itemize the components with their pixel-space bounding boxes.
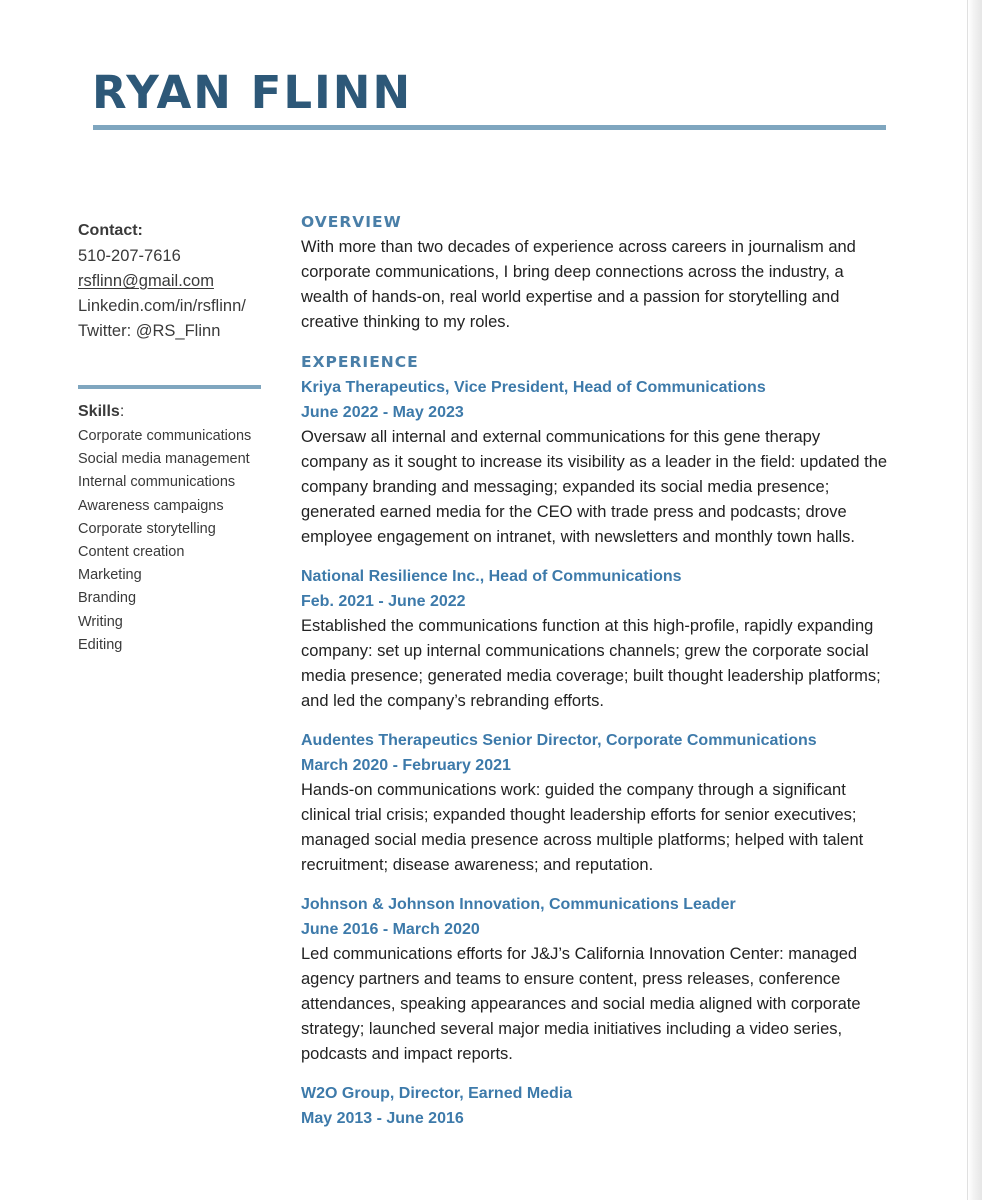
contact-linkedin: Linkedin.com/in/rsflinn/: [78, 297, 246, 315]
job-title: W2O Group, Director, Earned Media: [301, 1085, 573, 1102]
page-edge: [967, 0, 982, 1200]
skill-item: Internal communications: [78, 474, 236, 491]
job-description: Hands-on communications work: guided the company through a significant clinical trial crisis; expanded thought leadership efforts for senior executives; managed social media presence across multiple platforms; helped with talent recruitment; disease awareness; and reputation.: [301, 781, 864, 874]
job-description: Oversaw all internal and external communications for this gene therapy company as it sought to increase its visibility as a leader in the field: updated the company branding and messaging; expanded its social media presence; generated earned media for the CEO with trade press and podcasts; drove employee engagement on intranet, with newsletters and monthly town halls.: [301, 428, 888, 546]
job-title: Kriya Therapeutics, Vice President, Head of Communications: [301, 379, 766, 396]
job-entry: [301, 892, 891, 1067]
main-content: [301, 210, 891, 1131]
job-entry: [301, 375, 891, 550]
title-divider: [93, 125, 886, 130]
skill-item: Editing: [78, 636, 123, 653]
sidebar-divider: [78, 385, 261, 389]
contact-phone: 510-207-7616: [78, 247, 181, 265]
resume-name: RYAN FLINN: [92, 66, 413, 119]
job-entry: [301, 728, 891, 878]
job-title: Audentes Therapeutics Senior Director, Corporate Communications: [301, 732, 817, 749]
skills-label-colon: :: [119, 403, 125, 420]
skills-label: [78, 401, 278, 423]
job-description: Established the communications function at this high-profile, rapidly expanding company: set up internal communications channels; grew the corporate social media presence; generated media coverage; built thought leadership platforms; and led the company’s rebranding efforts.: [301, 617, 881, 710]
job-dates: Feb. 2021 - June 2022: [301, 593, 466, 610]
experience-heading: EXPERIENCE: [301, 353, 419, 371]
contact-email-link[interactable]: rsflinn@gmail.com: [78, 272, 214, 290]
contact-twitter: Twitter: @RS_Flinn: [78, 322, 221, 340]
job-dates: June 2016 - March 2020: [301, 921, 480, 938]
job-entry: [301, 564, 891, 714]
skill-item: Marketing: [78, 567, 142, 584]
job-dates: March 2020 - February 2021: [301, 757, 511, 774]
skill-item: Branding: [78, 590, 137, 607]
contact-label: Contact:: [78, 222, 143, 239]
skill-item: Awareness campaigns: [78, 497, 224, 514]
overview-text: With more than two decades of experience across careers in journalism and corporate communications, I bring deep connections across the industry, a wealth of hands-on, real world expertise and a passion for storytelling and creative thinking to my roles.: [301, 238, 856, 331]
skill-item: Writing: [78, 613, 123, 630]
skills-list: [78, 425, 278, 657]
job-dates: June 2022 - May 2023: [301, 404, 464, 421]
skill-item: Content creation: [78, 544, 185, 561]
job-description: Led communications efforts for J&J’s California Innovation Center: managed agency partners and teams to ensure content, press releases, conference attendances, speaking appearances and social media aligned with corporate strategy; launched several major media initiatives including a video series, podcasts and impact reports.: [301, 945, 861, 1063]
overview-heading: OVERVIEW: [301, 213, 402, 231]
job-dates: May 2013 - June 2016: [301, 1110, 464, 1127]
skill-item: Corporate communications: [78, 428, 252, 444]
job-title: National Resilience Inc., Head of Communications: [301, 568, 682, 585]
skill-item: Social media management: [78, 451, 250, 468]
skill-item: Corporate storytelling: [78, 520, 216, 537]
job-entry: [301, 1081, 891, 1131]
job-title: Johnson & Johnson Innovation, Communications Leader: [301, 896, 736, 913]
experience-section: [301, 350, 891, 1131]
overview-section: [301, 210, 891, 335]
sidebar: [78, 220, 278, 657]
skills-label-text: Skills: [78, 403, 120, 420]
